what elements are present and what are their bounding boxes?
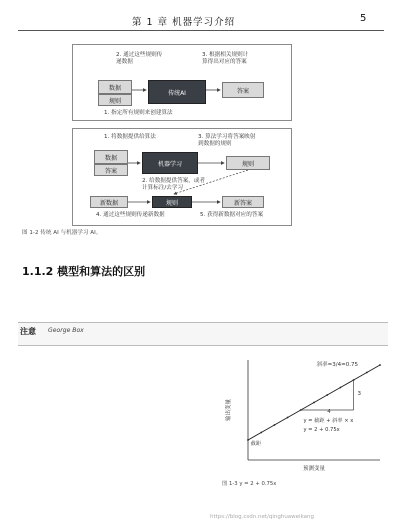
line-point [287, 417, 289, 419]
slope-annotation: 斜率=3/4=0.75 [316, 362, 358, 368]
figure-1-3-caption [222, 481, 390, 489]
note-box [18, 322, 388, 346]
top-step3: 3. 根据相关规则计 算得出对应的答案 [202, 52, 249, 65]
line-point [366, 372, 368, 374]
line-point [313, 402, 315, 404]
top-step1: 1. 指定所有规则来创建算法 [104, 110, 173, 116]
x-axis-label: 预测变量 [302, 466, 326, 472]
rise-label: 3 [357, 391, 362, 397]
regression-chart [222, 352, 394, 480]
bottom-rules-box: 规则 [226, 156, 270, 170]
intercept-label: 截距 [250, 441, 262, 447]
note-label: 注意 [20, 327, 36, 336]
equation-specific: y = 2 + 0.75x [303, 427, 340, 433]
line-point [379, 364, 381, 366]
watermark: https://blog.csdn.net/qinghuaweikang [210, 514, 315, 520]
chapter-title: 第 1 章 机器学习介绍 [132, 17, 236, 28]
bottom-step5: 5. 获得新数据对应的答案 [200, 212, 264, 218]
section-title: 模型和算法的区别 [57, 265, 146, 278]
bottom-rules-box-2: 规则 [152, 196, 192, 208]
bottom-answer-box: 答案 [94, 164, 128, 176]
page-number: 5 [360, 13, 367, 24]
figure-1-3-number: 图 1-3 [222, 481, 238, 487]
note-text: George Box [48, 327, 84, 334]
figure-1-3 [222, 352, 394, 528]
machine-learning-box: 机器学习 [142, 152, 198, 174]
equation-general: y = 截距 + 斜率 × x [303, 418, 354, 424]
line-point [326, 394, 328, 396]
traditional-ai-box: 传统AI [148, 80, 206, 104]
figure-1-2-text: 传统 AI 与机器学习 AI。 [40, 230, 102, 236]
top-data-box: 数据 [98, 80, 132, 94]
top-step2: 2. 通过这些规则传 递数据 [116, 52, 163, 65]
bottom-step1: 1. 将数据提供给算法 [104, 134, 156, 140]
line-point [340, 387, 342, 389]
top-rules-box: 规则 [98, 94, 132, 106]
new-answer-box: 新答案 [222, 196, 264, 208]
top-answer-box: 答案 [222, 82, 264, 98]
line-point [274, 424, 276, 426]
bottom-step3: 3. 算法学习将答案映射 到数据的规则 [198, 134, 256, 147]
bottom-data-box: 数据 [94, 150, 128, 164]
section-number: 1.1.2 [22, 265, 54, 278]
line-point [260, 432, 262, 434]
figure-1-2-number: 图 1-2 [22, 230, 39, 236]
y-axis-label: 输出变量 [226, 398, 232, 422]
figure-1-3-text: y = 2 + 0.75x [239, 481, 277, 487]
figure-1-2-caption [22, 229, 386, 237]
section-heading [22, 263, 145, 279]
bottom-step4: 4. 通过这些规则传递新数据 [96, 212, 165, 218]
new-data-box: 新数据 [90, 196, 128, 208]
line-point [247, 439, 249, 441]
run-label: 4 [327, 409, 331, 415]
bottom-step2: 2. 给数据提供答案，或者 计算标注/去学习 [142, 178, 206, 191]
